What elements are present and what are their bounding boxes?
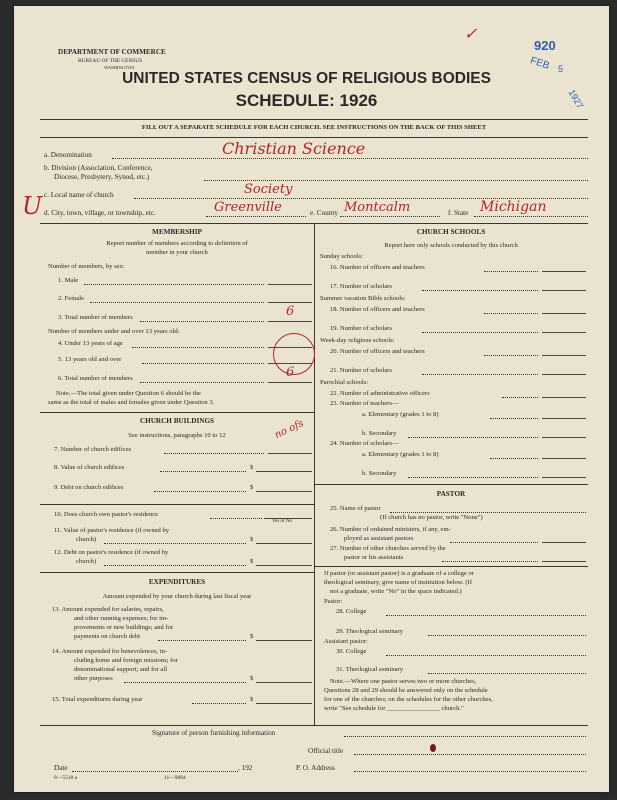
q21-answer[interactable] xyxy=(542,374,586,375)
q23a-label: a. Elementary (grades 1 to 8) xyxy=(362,411,439,418)
pastor-note-4: write "See schedule for ________________ church." xyxy=(324,705,464,712)
q13-dollar: $ xyxy=(250,633,254,640)
q12-answer[interactable] xyxy=(256,565,312,566)
instruction-banner: FILL OUT A SEPARATE SCHEDULE FOR EACH CHURCH. SEE INSTRUCTIONS ON THE BACK OF THIS SHEET xyxy=(141,124,487,131)
pastor-sub-label: Pastor: xyxy=(324,598,343,605)
q13-line-1: 13. Amount expended for salaries, repairs, xyxy=(52,606,164,613)
stamp-year: 1927 xyxy=(566,87,586,111)
city-label: WASHINGTON xyxy=(104,65,135,70)
under-over-label: Number of members under and over 13 years old: xyxy=(48,328,180,335)
q16-label: 16. Number of officers and teachers xyxy=(330,264,425,271)
q23a-answer[interactable] xyxy=(542,418,586,419)
rule-top xyxy=(40,119,588,120)
summer-label: Summer vacation Bible schools: xyxy=(320,295,406,302)
q12-label: 12. Debt on pastor's residence (if owned by xyxy=(54,549,169,556)
county-value[interactable]: Montcalm xyxy=(344,200,411,215)
rule-buildings-2 xyxy=(40,572,314,573)
margin-mark: U xyxy=(22,192,43,220)
q20-label: 20. Number of officers and teachers xyxy=(330,348,425,355)
q9-dollar: $ xyxy=(250,484,254,491)
q8-dollar: $ xyxy=(250,464,254,471)
q12-label-2: church) xyxy=(76,558,97,565)
q16-dots xyxy=(484,271,538,272)
local-name-label: c. Local name of church xyxy=(44,191,114,199)
q29-label: 29. Theological seminary xyxy=(336,628,404,635)
address-label: P. O. Address xyxy=(296,764,335,772)
q26-dots xyxy=(450,542,538,543)
q11-dots xyxy=(104,543,246,544)
q6-value: 6 xyxy=(286,365,295,380)
schools-title: CHURCH SCHOOLS xyxy=(416,228,486,236)
q21-label: 21. Number of scholars xyxy=(330,367,392,374)
denomination-value[interactable]: Christian Science xyxy=(222,139,366,158)
pastor-note-2: Questions 28 and 29 should be answered only on the schedule xyxy=(324,687,488,694)
q22-dots xyxy=(502,397,538,398)
q9-dots xyxy=(154,491,246,492)
department-label: DEPARTMENT OF COMMERCE xyxy=(58,48,166,56)
rule-membership xyxy=(40,412,314,413)
expenditures-title: EXPENDITURES xyxy=(148,578,206,586)
q12-dots xyxy=(104,565,246,566)
graduate-note: If pastor (or assistant pastor) is a graduate of a college or xyxy=(324,570,474,577)
state-line xyxy=(474,216,588,217)
rule-bottom xyxy=(40,725,588,726)
form-title: UNITED STATES CENSUS OF RELIGIOUS BODIES xyxy=(122,70,491,87)
q14-dollar: $ xyxy=(250,675,254,682)
pastor-note: Note.—Where one pastor serves two or more churches, xyxy=(330,678,477,685)
q25-label: 25. Name of pastor xyxy=(330,505,381,512)
weekday-label: Week-day religious schools: xyxy=(320,337,395,344)
graduate-note-3: not a graduate, write "No" in the space indicated.) xyxy=(330,588,462,595)
q23b-label: b. Secondary xyxy=(362,430,397,437)
q3-dots xyxy=(140,321,264,322)
rule-pastor xyxy=(314,566,588,567)
q15-answer[interactable] xyxy=(256,703,312,704)
q2-label: 2. Female xyxy=(58,295,85,302)
center-divider xyxy=(314,223,315,725)
q9-label: 9. Debt on church edifices xyxy=(54,484,124,491)
q31-label: 31. Theological seminary xyxy=(336,666,404,673)
buildings-title: CHURCH BUILDINGS xyxy=(139,417,215,425)
division-label-2: Diocese, Presbytery, Synod, etc.) xyxy=(54,173,150,181)
q18-label: 18. Number of officers and teachers xyxy=(330,306,425,313)
q4-dots xyxy=(132,347,264,348)
q23b-answer[interactable] xyxy=(542,437,586,438)
q12-dollar: $ xyxy=(250,558,254,565)
city-line xyxy=(206,216,306,217)
q23a-dots xyxy=(490,418,538,419)
q2-answer[interactable] xyxy=(268,302,312,303)
q26-label: 26. Number of ordained ministers, if any, em- xyxy=(330,526,451,533)
q24a-label: a. Elementary (grades 1 to 8) xyxy=(362,451,439,458)
q10-dots xyxy=(210,518,262,519)
signature-line[interactable] xyxy=(344,736,586,737)
yes-no-hint: Yes or No xyxy=(272,519,293,524)
stamp-day: 5 xyxy=(558,64,564,74)
q14-line-2: cluding home and foreign missions; for xyxy=(74,657,178,664)
q27-label: 27. Number of other churches served by the xyxy=(330,545,446,552)
q11-dollar: $ xyxy=(250,536,254,543)
official-title-line[interactable] xyxy=(354,754,586,755)
q19-answer[interactable] xyxy=(542,332,586,333)
q17-dots xyxy=(422,290,538,291)
q24-label: 24. Number of scholars— xyxy=(330,440,399,447)
q20-dots xyxy=(484,355,538,356)
signature-label: Signature of person furnishing information xyxy=(152,729,276,737)
q14-dots xyxy=(124,682,246,683)
county-line xyxy=(340,216,440,217)
q24b-answer[interactable] xyxy=(542,477,586,478)
q14-line-1: 14. Amount expended for benevolences, in- xyxy=(52,648,168,655)
q13-line-2: and other running expenses; for im- xyxy=(74,615,169,622)
date-line[interactable] xyxy=(72,771,238,772)
address-line[interactable] xyxy=(354,771,586,772)
q6-dots xyxy=(140,382,264,383)
q20-answer[interactable] xyxy=(542,355,586,356)
q15-label: 15. Total expenditures during year xyxy=(52,696,143,703)
local-name-value[interactable]: Society xyxy=(244,182,293,197)
q26-label-2: ployed as assistant pastors xyxy=(344,535,414,542)
q4-label: 4. Under 13 years of age xyxy=(58,340,123,347)
q26-answer[interactable] xyxy=(542,542,586,543)
q11-label-2: church) xyxy=(76,536,97,543)
q27-answer[interactable] xyxy=(542,561,586,562)
form-schedule: SCHEDULE: 1926 xyxy=(235,91,378,110)
state-label: f. State xyxy=(448,209,469,217)
q18-dots xyxy=(484,313,538,314)
by-sex-label: Number of members, by sex: xyxy=(48,263,125,270)
q1-answer[interactable] xyxy=(268,284,312,285)
q25-hint: (If church has no pastor, write "None") xyxy=(380,514,483,521)
parochial-label: Parochial schools: xyxy=(320,379,369,386)
q23b-dots xyxy=(408,437,538,438)
q10-label: 10. Does church own pastor's residence xyxy=(54,511,159,518)
denomination-line xyxy=(112,158,588,159)
buildings-margin-note: no ofs xyxy=(273,418,306,441)
q17-label: 17. Number of scholars xyxy=(330,283,392,290)
q24a-dots xyxy=(490,458,538,459)
q13-line-4: payments on church debt xyxy=(74,633,141,640)
q1-dots xyxy=(84,284,264,285)
q24a-answer[interactable] xyxy=(542,458,586,459)
q22-label: 22. Number of administrative officers xyxy=(330,390,430,397)
official-title-label: Official title xyxy=(308,747,344,755)
q30-label: 30. College xyxy=(336,648,367,655)
county-label: e. County xyxy=(310,209,338,217)
q6-answer[interactable] xyxy=(268,382,312,383)
city-label: d. City, town, village, or township, etc. xyxy=(44,209,156,217)
q2-dots xyxy=(90,302,264,303)
q3-value: 6 xyxy=(286,304,295,319)
q7-label: 7. Number of church edifices xyxy=(54,446,132,453)
ink-blot xyxy=(430,744,436,752)
bureau-label: BUREAU OF THE CENSUS xyxy=(78,58,143,64)
q5-label: 5. 13 years old and over xyxy=(58,356,122,363)
q13-answer[interactable] xyxy=(256,640,312,641)
q22-answer[interactable] xyxy=(542,397,586,398)
q19-label: 19. Number of scholars xyxy=(330,325,392,332)
q11-label: 11. Value of pastor's residence (if owned by xyxy=(54,527,170,534)
q24b-label: b. Secondary xyxy=(362,470,397,477)
q3-label: 3. Total number of members xyxy=(58,314,133,321)
membership-note: Note.—The total given under Question 6 should be the xyxy=(56,390,201,397)
division-line[interactable] xyxy=(204,180,588,181)
q24b-dots xyxy=(408,477,538,478)
graduate-note-2: theological seminary, give name of institution below. (If xyxy=(324,579,473,586)
q18-answer[interactable] xyxy=(542,313,586,314)
pastor-title: PASTOR xyxy=(436,490,466,498)
check-mark: ✓ xyxy=(464,24,478,43)
form-code: 8—5518 a xyxy=(54,775,78,781)
city-value[interactable]: Greenville xyxy=(214,200,282,215)
q15-dollar: $ xyxy=(250,696,254,703)
census-form xyxy=(14,6,609,792)
q6-label: 6. Total number of members xyxy=(58,375,133,382)
q8-answer[interactable] xyxy=(256,471,312,472)
buildings-sub: See instructions, paragraphs 10 to 12 xyxy=(128,432,226,439)
q7-answer[interactable] xyxy=(268,453,312,454)
rule-buildings xyxy=(40,504,314,505)
rule-schools xyxy=(314,484,588,485)
membership-title: MEMBERSHIP xyxy=(152,228,202,236)
q3-answer[interactable] xyxy=(268,321,312,322)
q31-line[interactable] xyxy=(428,673,586,674)
q21-dots xyxy=(422,374,538,375)
print-code: 11—9084 xyxy=(164,775,186,781)
q14-answer[interactable] xyxy=(256,682,312,683)
date-label: Date xyxy=(54,764,68,772)
state-value[interactable]: Michigan xyxy=(480,199,547,215)
q23-label: 23. Number of teachers— xyxy=(330,400,399,407)
q5-dots xyxy=(142,363,264,364)
membership-note-2: same as the total of males and females given under Question 3. xyxy=(48,399,215,406)
q25-line[interactable] xyxy=(390,512,586,513)
q17-answer[interactable] xyxy=(542,290,586,291)
q8-dots xyxy=(160,471,246,472)
stamp-number: 920 xyxy=(534,38,556,53)
q29-line[interactable] xyxy=(428,635,586,636)
rule-top2 xyxy=(40,137,588,138)
date-year: , 192 xyxy=(238,764,253,772)
q14-line-3: denominational support; and for all xyxy=(74,666,168,673)
stamp-month: FEB xyxy=(528,55,551,72)
q27-label-2: pastor or his assistants xyxy=(344,554,404,561)
q14-line-4: other purposes xyxy=(74,675,113,682)
q8-label: 8. Value of church edifices xyxy=(54,464,125,471)
q13-dots xyxy=(158,640,246,641)
expenditures-sub: Amount expended by your church during last fiscal year xyxy=(102,593,252,600)
q27-dots xyxy=(442,561,538,562)
membership-intro-2: member in your church xyxy=(146,249,208,256)
q28-label: 28. College xyxy=(336,608,367,615)
division-label: b. Division (Association, Conference, xyxy=(44,164,153,172)
q28-line[interactable] xyxy=(386,615,586,616)
q19-dots xyxy=(422,332,538,333)
assistant-label: Assistant pastor: xyxy=(324,638,368,645)
schools-sub: Report here only schools conducted by this church xyxy=(384,242,518,249)
q7-dots xyxy=(164,453,264,454)
pastor-note-3: for one of the churches; on the schedules for the other churches, xyxy=(324,696,493,703)
q11-answer[interactable] xyxy=(256,543,312,544)
q13-line-3: provements or new buildings; and for xyxy=(74,624,174,631)
q1-label: 1. Male xyxy=(58,277,79,284)
denomination-label: a. Denomination xyxy=(44,151,92,159)
membership-intro: Report number of members according to definition of xyxy=(106,240,248,247)
q9-answer[interactable] xyxy=(256,491,312,492)
q30-line[interactable] xyxy=(386,655,586,656)
q16-answer[interactable] xyxy=(542,271,586,272)
sunday-label: Sunday schools: xyxy=(320,253,364,260)
q15-dots xyxy=(192,703,246,704)
